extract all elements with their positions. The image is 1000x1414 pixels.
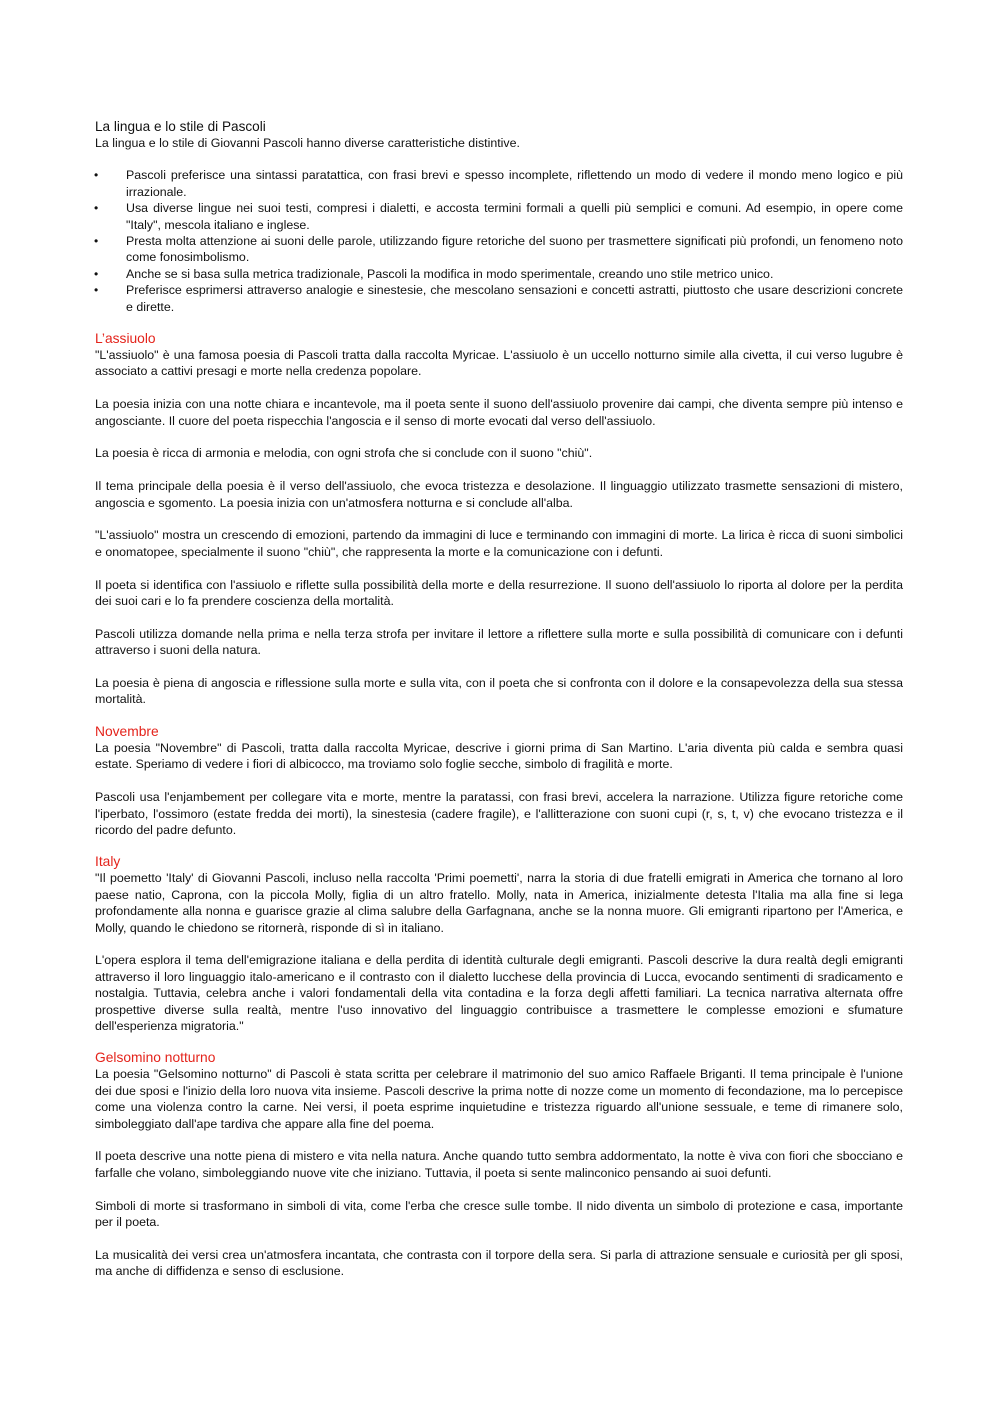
bullet-item xyxy=(95,282,903,315)
paragraph: L'opera esplora il tema dell'emigrazione italiana e della perdita di identità culturale degli emigranti. Pascoli descrive la dura realtà degli emigranti attraverso il loro linguaggio italo-americano e il contrasto con il dialetto lucchese della provincia di Lucca, evocando sentimenti di sradicamento e nostalgia. Tuttavia, celebra anche i valori fondamentali della vita contadina e la forza degli affetti familiari. La tecnica narrativa alternata offre prospettive diverse sulla realtà, mentre l'uso innovativo del linguaggio contribuisce a trasmettere le complesse emozioni e sfumature dell'esperienza migratoria." xyxy=(95,953,903,1033)
bullet-text: Usa diverse lingue nei suoi testi, compresi i dialetti, e accosta termini formali a quelli più semplici e comuni. Ad esempio, in opere come "Italy", mescola italiano e inglese. xyxy=(126,201,903,232)
bullet-item xyxy=(95,167,903,200)
paragraph: La poesia è ricca di armonia e melodia, con ogni strofa che si conclude con il suono "chiù". xyxy=(95,446,593,461)
section-heading-italy: Italy xyxy=(95,854,121,870)
paragraph: "L'assiuolo" è una famosa poesia di Pascoli tratta dalla raccolta Myricae. L'assiuolo è un uccello notturno simile alla civetta, il cui verso lugubre è associato a cattivi presagi e morte nella credenza popolare. xyxy=(95,348,903,379)
paragraph: Pascoli usa l'enjambement per collegare vita e morte, mentre la paratassi, con frasi brevi, accelera la narrazione. Utilizza figure retoriche come l'iperbato, l'ossimoro (estate fredda dei morti), la sinestesia (cadere fragile), e l'allitterazione con suoni cupi (r, s, t, v) che evocano tristezza e il ricordo del padre defunto. xyxy=(95,790,903,837)
bullet-text: Preferisce esprimersi attraverso analogie e sinestesie, che mescolano sensazioni e concetti astratti, piuttosto che usare descrizioni concrete e dirette. xyxy=(126,283,903,314)
section-italy xyxy=(95,870,903,1034)
section-novembre xyxy=(95,740,903,838)
bullet-icon: • xyxy=(94,234,99,249)
bullet-icon: • xyxy=(94,168,99,183)
document-title: La lingua e lo stile di Pascoli xyxy=(95,119,266,134)
bullet-item xyxy=(95,200,903,233)
section-assiuolo xyxy=(95,347,903,708)
bullet-text: Presta molta attenzione ai suoni delle parole, utilizzando figure retoriche del suono per trasmettere significati più profondi, un fenomeno noto come fonosimbolismo. xyxy=(126,234,903,265)
bullet-list xyxy=(95,167,903,315)
bullet-icon: • xyxy=(94,266,99,281)
paragraph: La poesia "Novembre" di Pascoli, tratta dalla raccolta Myricae, descrive i giorni prima di San Martino. L'aria diventa più calda e sembra quasi estate. Speriamo di vedere i fiori di albicocco, ma troviamo solo foglie secche, simbolo di fragilità e morte. xyxy=(95,740,903,772)
bullet-item xyxy=(95,266,903,282)
paragraph: Pascoli utilizza domande nella prima e nella terza strofa per invitare il lettore a riflettere sulla morte e sulla possibilità di comunicare con i defunti attraverso i suoni della natura. xyxy=(95,626,903,658)
paragraph: La poesia inizia con una notte chiara e incantevole, ma il poeta sente il suono dell'assiuolo provenire dai campi, che diventa sempre più intenso e angosciante. Il cuore del poeta rispecchia l'angoscia e il senso di morte evocati dal verso dell'assiuolo. xyxy=(95,397,903,428)
section-heading-assiuolo: L’assiuolo xyxy=(95,331,156,347)
paragraph: "Il poemetto 'Italy' di Giovanni Pascoli, incluso nella raccolta 'Primi poemetti', narra la storia di due fratelli emigrati in America che tornano al loro paese natio, Caprona, con la piccola Molly, figlia di un altro fratello. Molly, nata in America, inizialmente detesta l'Italia ma alla fine si lega profondamente alla nonna e guarisce grazie al clima salubre della Garfagnana, anche se la nonna muore. Gli emigranti ripartono per l'America, e Molly, quando le chiedono se ritornerà, risponde di sì in italiano. xyxy=(95,871,903,935)
paragraph: Simboli di morte si trasformano in simboli di vita, come l'erba che cresce sulle tombe. Il nido diventa un simbolo di protezione e casa, importante per il poeta. xyxy=(95,1198,903,1229)
paragraph: Il tema principale della poesia è il verso dell'assiuolo, che evoca tristezza e desolazione. Il linguaggio utilizzato trasmette sensazioni di mistero, angoscia e sgomento. La poesia inizia con un'atmosfera notturna e si conclude all'alba. xyxy=(95,479,903,510)
paragraph: Il poeta si identifica con l'assiuolo e riflette sulla possibilità della morte e della resurrezione. Il suono dell'assiuolo lo riporta al dolore per la perdita dei suoi cari e lo fa prendere coscienza della mortalità. xyxy=(95,577,903,609)
paragraph: Il poeta descrive una notte piena di mistero e vita nella natura. Anche quando tutto sembra addormentato, la notte è viva con fiori che sbocciano e farfalle che volano, simboleggiando nuove vite che iniziano. Tuttavia, il poeta si sente malinconico pensando ai suoi defunti. xyxy=(95,1149,903,1180)
bullet-item xyxy=(95,233,903,266)
intro-paragraph: La lingua e lo stile di Giovanni Pascoli hanno diverse caratteristiche distintive. xyxy=(95,136,520,150)
paragraph: La musicalità dei versi crea un'atmosfera incantata, che contrasta con il torpore della sera. Si parla di attrazione sensuale e curiosità per gli sposi, ma anche di diffidenza e senso di esclusione. xyxy=(95,1247,903,1279)
section-gelsomino-notturno xyxy=(95,1066,903,1279)
bullet-text: Pascoli preferisce una sintassi paratattica, con frasi brevi e spesso incomplete, riflettendo un modo di vedere il mondo meno logico e più irrazionale. xyxy=(126,168,903,199)
section-heading-novembre: Novembre xyxy=(95,723,159,739)
bullet-icon: • xyxy=(94,283,99,298)
bullet-text: Anche se si basa sulla metrica tradizionale, Pascoli la modifica in modo sperimentale, creando uno stile metrico unico. xyxy=(126,266,774,281)
document-page xyxy=(95,118,903,1280)
paragraph: La poesia "Gelsomino notturno" di Pascoli è stata scritta per celebrare il matrimonio del suo amico Raffaele Briganti. Il tema principale è l'unione dei due sposi e l'inizio della loro nuova vita insieme. Pascoli descrive la prima notte di nozze come un momento di fecondazione, ma lo percepisce come una violenza contro la carne. Nei versi, il poeta esprime inquietudine e tristezza riguardo all'unione sessuale, e teme di rimanere solo, simboleggiato dall'ape tardiva che appare alla fine del poema. xyxy=(95,1067,903,1131)
paragraph: "L'assiuolo" mostra un crescendo di emozioni, partendo da immagini di luce e terminando con immagini di morte. La lirica è ricca di suoni simbolici e onomatopee, specialmente il suono "chiù", che rappresenta la morte e la comunicazione con i defunti. xyxy=(95,528,903,559)
paragraph: La poesia è piena di angoscia e riflessione sulla morte e sulla vita, con il poeta che si confronta con il dolore e la consapevolezza della sua stessa mortalità. xyxy=(95,676,903,707)
bullet-icon: • xyxy=(94,201,99,216)
section-heading-gelsomino-notturno: Gelsomino notturno xyxy=(95,1050,216,1066)
